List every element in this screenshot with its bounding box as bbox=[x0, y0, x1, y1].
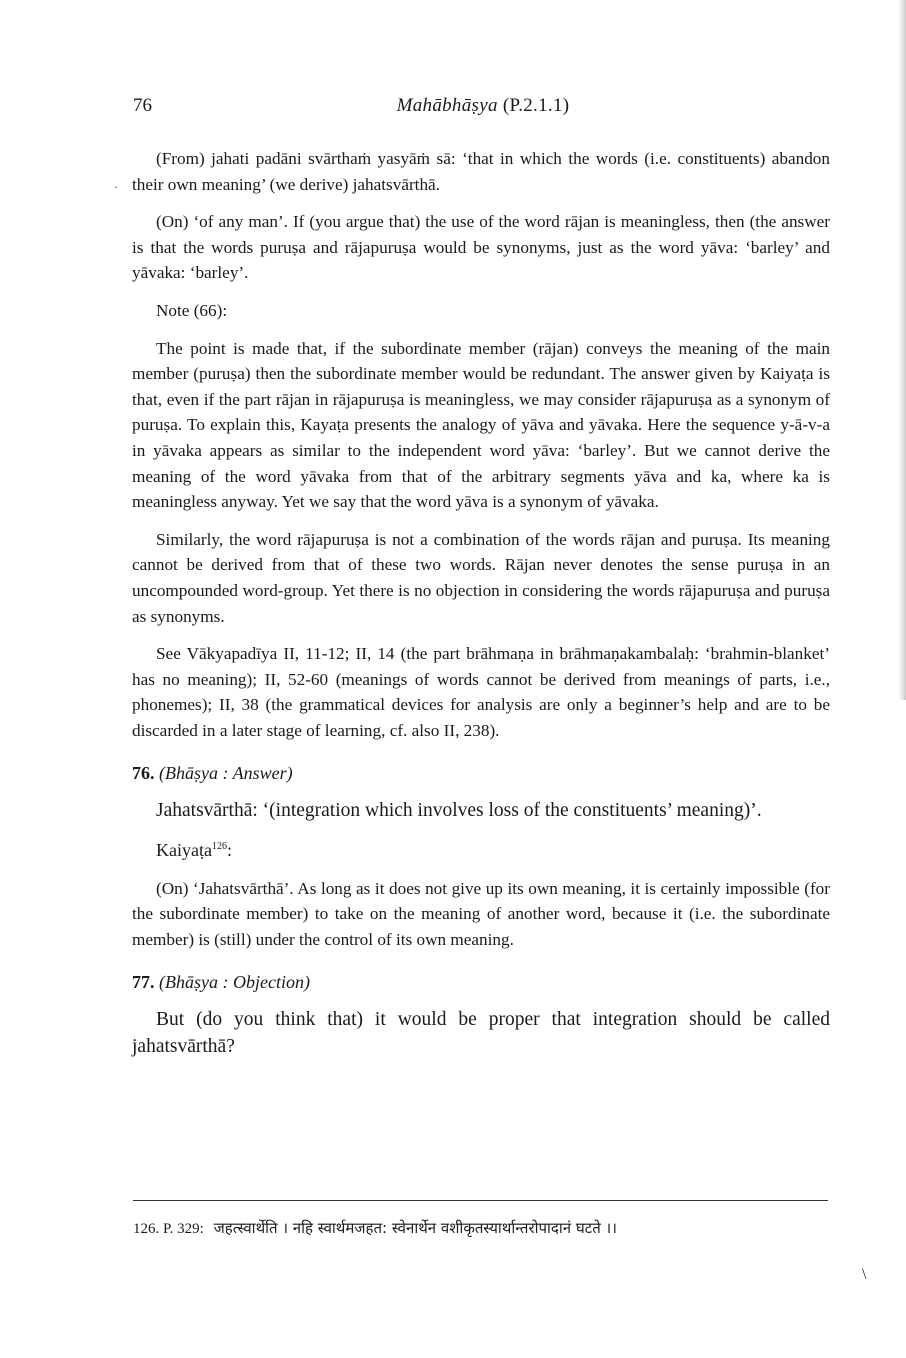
page-edge-shadow bbox=[898, 0, 906, 700]
footnote-divider bbox=[133, 1200, 828, 1201]
paragraph-kaiyata-comment: (On) ‘Jahatsvārthā’. As long as it does not give up its own meaning, it is certainly impossible (for the subordinate member) to take on the meaning of another word, because it (i.e. the subordinate member) is (still) under the control of its own meaning. bbox=[132, 878, 830, 949]
margin-dot: · bbox=[114, 180, 118, 194]
section-76-label: (Bhāṣya : Answer) bbox=[159, 763, 293, 784]
section-76-heading bbox=[132, 761, 830, 787]
quote-jahatsvartha: Jahatsvārthā: ‘(integration which involves loss of the constituents’ meaning)’. bbox=[156, 800, 762, 822]
section-77-label: (Bhāṣya : Objection) bbox=[159, 972, 310, 993]
running-title-text: Mahābhāṣya bbox=[396, 95, 498, 116]
page-number: 76 bbox=[133, 95, 152, 116]
kaiyata-heading: Kaiyaṭa$^{126}$: bbox=[156, 840, 232, 861]
footnote-sanskrit: जहत्स्वार्थेति । नहि स्वार्थमजहत: स्वेनार्थेन वशीकृतस्यार्थान्तरोपादानं घटते ।। bbox=[213, 1219, 617, 1237]
paragraph-objection: But (do you think that) it would be proper that integration should be called jahatsvārthā? bbox=[132, 1009, 830, 1058]
kaiyata-name: Kaiyaṭa bbox=[156, 840, 212, 861]
running-title bbox=[133, 95, 833, 117]
section-77-number: 77. bbox=[132, 972, 155, 993]
main-text bbox=[132, 146, 830, 1072]
paragraph-derivation: (From) jahati padāni svārthaṁ yasyāṁ sā: ‘that in which the words (i.e. constituents) abandon their own meaning’ (we derive) jahatsvārthā. bbox=[132, 149, 830, 194]
section-76-number: 76. bbox=[132, 763, 155, 784]
footnote-reference: 126. P. 329: bbox=[133, 1221, 204, 1237]
note-label: Note (66): bbox=[156, 300, 228, 320]
paragraph-of-any-man: (On) ‘of any man’. If (you argue that) the use of the word rājan is meaningless, then (the answer is that the words puruṣa and rājapuruṣa would be synonyms, just as the word yāva: ‘barley’ and yāvaka: ‘barley’. bbox=[132, 212, 830, 283]
footnote-marker: 126 bbox=[211, 841, 227, 853]
paragraph-note-point: The point is made that, if the subordinate member (rājan) conveys the meaning of the main member (puruṣa) then the subordinate member would be redundant. The answer given by Kaiyaṭa is that, even if the part rājan in rājapuruṣa is meaningless, we may consider rājapuruṣa as a synonym of puruṣa. To explain this, Kayaṭa presents the analogy of yāva and yāvaka. Here the sequence y-ā-v-a in yāvaka appears as similar to the independent word yāva: ‘barley’. But we cannot derive the meaning of the word yāvaka from that of the arbitrary segments yāva and ka, where ka is meaningless anyway. Yet we say that the word yāva is a synonym of yāvaka. bbox=[132, 338, 830, 512]
paragraph-see-vakyapadiya: See Vākyapadīya II, 11-12; II, 14 (the part brāhmaṇa in brāhmaṇakambalaḥ: ‘brahmin-blanket’ has no meaning); II, 52-60 (meanings of words cannot be derived from meanings of parts, i.e., phonemes); II, 38 (the grammatical devices for analysis are only a beginner’s help and are to be discarded in a later stage of learning, cf. also II, 238). bbox=[132, 644, 830, 740]
paragraph-similarly: Similarly, the word rājapuruṣa is not a combination of the words rājan and puruṣa. Its meaning cannot be derived from that of these two words. Rājan never denotes the sense puruṣa in an uncompounded word-group. Yet there is no objection in considering the words rājapuruṣa and puruṣa as synonyms. bbox=[132, 529, 830, 626]
stray-mark: \ bbox=[862, 1266, 867, 1283]
section-77-heading bbox=[132, 970, 830, 996]
page-header bbox=[133, 95, 833, 125]
section-reference: (P.2.1.1) bbox=[502, 95, 570, 116]
footnote bbox=[133, 1218, 833, 1238]
